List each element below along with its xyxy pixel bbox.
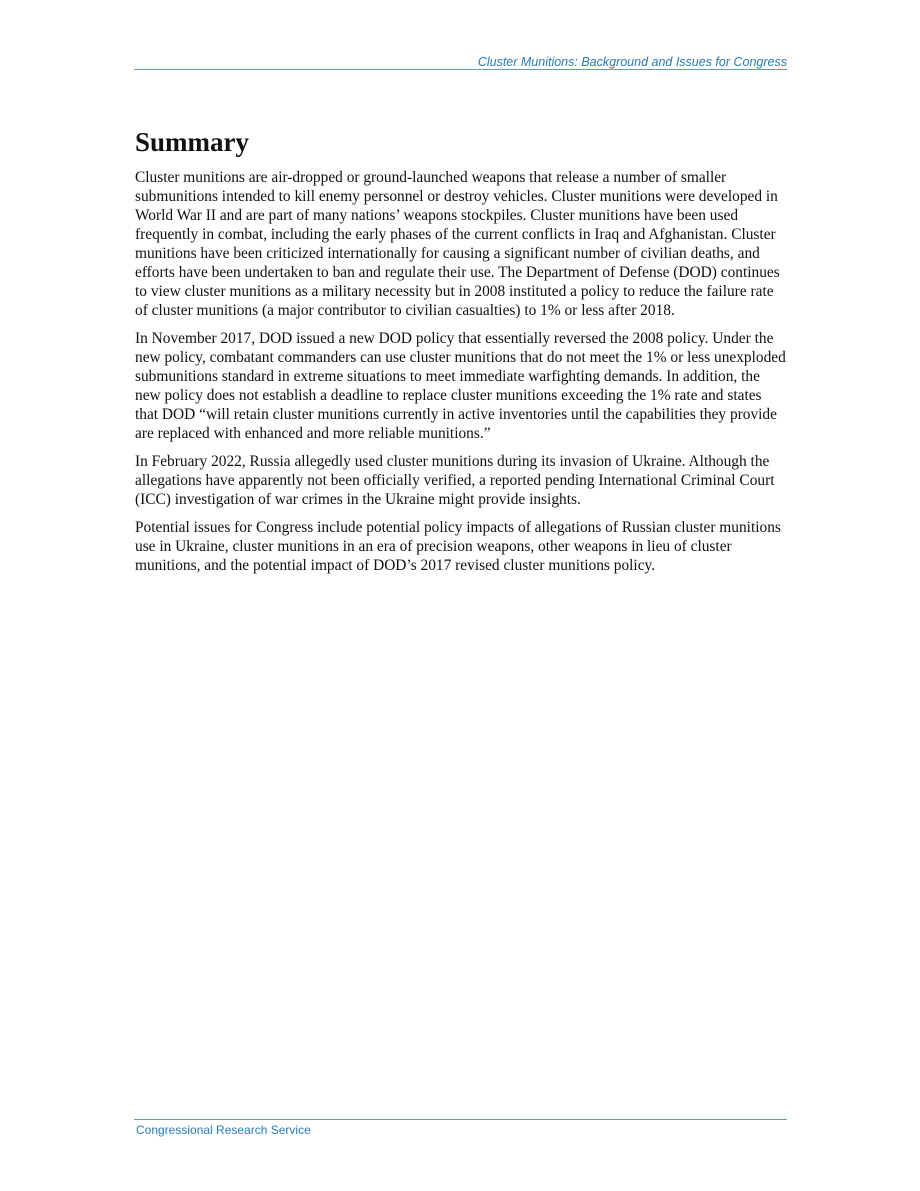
header-divider	[134, 69, 787, 70]
running-header: Cluster Munitions: Background and Issues for Congress	[477, 55, 787, 69]
summary-paragraph-1: Cluster munitions are air-dropped or ground-launched weapons that release a number of smaller submunitions intended to kill enemy personnel or destroy vehicles. Cluster munitions were developed in World War II and are part of many nations’ weapons stockpiles. Cluster munitions have been used frequently in combat, including the early phases of the current conflicts in Iraq and Afghanistan. Cluster munitions have been criticized internationally for causing a significant number of civilian deaths, and efforts have been undertaken to ban and regulate their use. The Department of Defense (DOD) continues to view cluster munitions as a military necessity but in 2008 instituted a policy to reduce the failure rate of cluster munitions (a major contributor to civilian casualties) to 1% or less after 2018.	[135, 169, 780, 319]
summary-paragraph-2: In November 2017, DOD issued a new DOD policy that essentially reversed the 2008 policy. Under the new policy, combatant commanders can use cluster munitions that do not meet the 1% or less unexploded submunitions standard in extreme situations to meet immediate warfighting demands. In addition, the new policy does not establish a deadline to replace cluster munitions exceeding the 1% rate and states that DOD “will retain cluster munitions currently in active inventories until the capabilities they provide are replaced with enhanced and more reliable munitions.”	[135, 330, 786, 442]
summary-paragraph-3: In February 2022, Russia allegedly used cluster munitions during its invasion of Ukraine. Although the allegations have apparently not been officially verified, a reported pending International Criminal Court (ICC) investigation of war crimes in the Ukraine might provide insights.	[135, 453, 775, 508]
summary-paragraph-4: Potential issues for Congress include potential policy impacts of allegations of Russian cluster munitions use in Ukraine, cluster munitions in an era of precision weapons, other weapons in lieu of cluster munitions, and the potential impact of DOD’s 2017 revised cluster munitions policy.	[135, 519, 781, 574]
footer-source: Congressional Research Service	[136, 1123, 311, 1137]
document-body	[135, 124, 787, 584]
page-title: Summary	[135, 127, 249, 157]
footer-divider	[134, 1119, 787, 1120]
